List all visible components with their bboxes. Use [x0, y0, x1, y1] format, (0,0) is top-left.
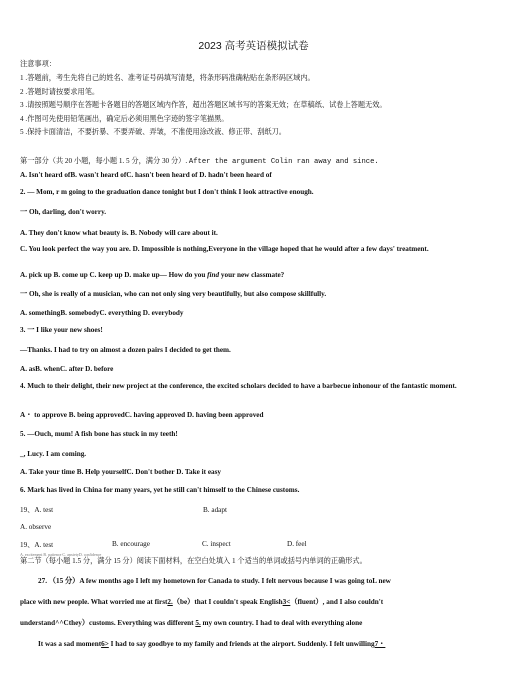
passage-text: （be）that I couldn't speak English	[172, 598, 283, 606]
option-a-test: 19、A. test	[20, 506, 54, 514]
passage-line-4	[38, 640, 495, 649]
option-b-encourage: B. encourage	[112, 540, 150, 548]
question-2-options-b: C. You look perfect the way you are. D. Impossible is nothing,Everyone in the village hoped that he would after a few days' treatment.	[20, 245, 429, 253]
blank-2: 2.	[167, 598, 173, 606]
question-3-options-c: A. somethingB. somebodyC. everything D. everybody	[20, 309, 184, 317]
page-title: 2023 高考英语模拟试卷	[198, 40, 309, 52]
notice-heading: 注意事项：	[20, 60, 56, 68]
passage-text: （fluent）, and I also couldn't	[290, 598, 384, 606]
question-3-options-b: your new classmate?	[219, 271, 285, 279]
question-1-stem: After the argument Colin ran away and since.	[188, 158, 379, 166]
question-4-stem: 3. 一 I like your new shoes!	[20, 326, 103, 334]
question-3-line	[20, 271, 495, 280]
faint-options: A. excitement B. patience C. anxietyD. confidence	[20, 552, 102, 557]
option-b-adapt: B. adapt	[203, 506, 227, 514]
notice-item: 2 .答题时请按要求用笔。	[20, 88, 100, 96]
passage-text: my own country. I had to deal with everything alone	[200, 619, 363, 627]
question-3-reply: 一 Oh, she is really of a musician, who can not only sing very beautifully, but also compose skillfully.	[20, 290, 327, 298]
part2-heading: 第二节（每小题 1.5 分，满分 15 分）阅读下面材料，在空白处填入 1 个适当的单词或括号内单词的正确形式。	[20, 557, 367, 565]
notice-item: 1 .答题前，考生先将自己的姓名、准考证号码填写清楚，将条形码准确粘贴在条形码区域内。	[20, 74, 315, 82]
question-2-options-a: A. They don't know what beauty is. B. Nobody will care about it.	[20, 229, 218, 237]
question-2-stem: 2. — Mom, r m going to the graduation dance tonight but I don't think I look attractive enough.	[20, 188, 314, 196]
option-c-inspect: C. inspect	[202, 540, 231, 548]
option-a-test-2: 19、A. test	[20, 541, 54, 549]
part1-heading-line	[20, 157, 495, 167]
question-3-options-a: A. pick up B. come up C. keep up D. make up— How do you	[20, 271, 208, 279]
blank-5: 5.	[195, 619, 201, 627]
part1-heading: 第一部分（共 20 小题，每小题 1. 5 分，满分 30 分）.	[20, 157, 188, 165]
question-4-options: A. asB. whenC. after D. before	[20, 365, 114, 373]
passage-line-2	[20, 598, 495, 607]
option-a-observe: A. observe	[20, 523, 52, 531]
question-6-stem: 5. —Ouch, mum! A fish bone has stuck in my teeth!	[20, 430, 178, 438]
blank-6: 6>	[101, 640, 109, 648]
question-4-reply: —Thanks. I had to try on almost a dozen pairs I decided to get them.	[20, 346, 231, 354]
passage-line-3	[20, 619, 495, 628]
question-2-reply: 一 Oh, darling, don't worry.	[20, 208, 107, 216]
question-1-options: A. Isn't heard ofB. wasn't heard ofC. hasn't been heard of D. hadn't been heard of	[20, 171, 272, 179]
passage-text: I had to say goodbye to my family and friends at the airport. Suddenly. I felt unwilling	[108, 640, 375, 648]
question-7-stem: 6. Mark has lived in China for many years, yet he still can't himself to the Chinese customs.	[20, 486, 300, 494]
blank-7: 7・	[374, 640, 386, 648]
notice-item: 5 .保持卡面清洁，不要折暴、不要弄破、弄皱，不准使用涂改液、修正带、刮纸刀。	[20, 128, 286, 136]
blank-3: 3<	[282, 598, 291, 606]
passage-text: understand^^Cthey）customs. Everything was different	[20, 619, 196, 627]
passage-line-1: 27. （15 分）A few months ago I left my hometown for Canada to study. I felt nervous because I was going toL new	[38, 577, 391, 585]
option-d-feel: D. feel	[287, 540, 307, 548]
question-5-stem: 4. Much to their delight, their new project at the conference, the excited scholars decided to have a barbecue inhonour of the fantastic moment.	[20, 382, 457, 390]
emphasis-find: find	[207, 271, 220, 279]
question-6-reply: _, Lucy. I am coming.	[20, 450, 87, 458]
notice-item: 4 .作图可先使用铅笔画出，确定后必须用黑色字迹的签字笔描黑。	[20, 115, 229, 123]
passage-text: place with new people. What worried me at first	[20, 598, 168, 606]
passage-text: It was a sad moment	[38, 640, 102, 648]
question-5-options: A・ to approve B. being approvedC. having approved D. having been approved	[20, 411, 264, 419]
question-6-options: A. Take your time B. Help yourselfC. Don't bother D. Take it easy	[20, 468, 221, 476]
notice-item: 3 .请按照题号顺序在答题卡各题目的答题区域内作答，超出答题区域书写的答案无效；在草稿纸、试卷上答题无效。	[20, 101, 387, 109]
